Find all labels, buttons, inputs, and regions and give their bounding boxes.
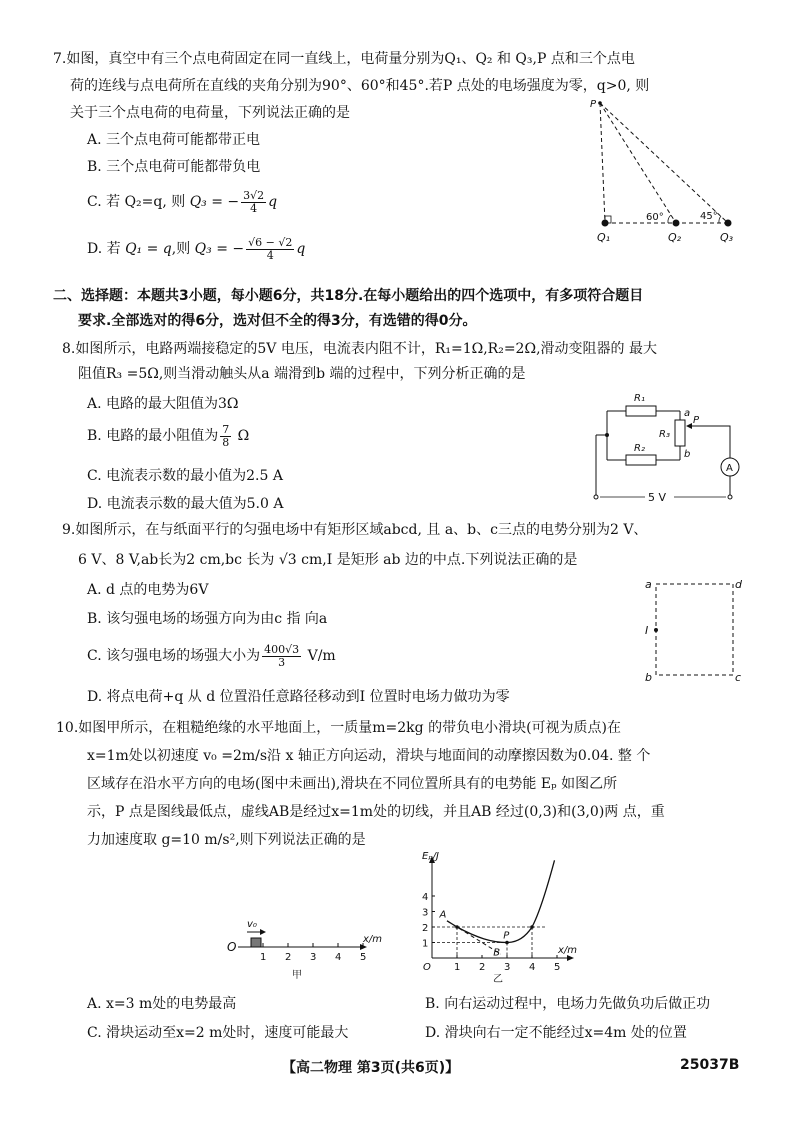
voltage-label: 5 V [648,491,667,504]
q9-line-2: 6 V、8 V,ab长为2 cm,bc 长为 √3 cm,I 是矩形 ab 边的中点.下列说法正确的是 [78,552,578,568]
q8-option-b-denominator: 8 [222,435,230,449]
resistor-r1 [626,406,656,416]
x-tick-label-1: 1 [454,962,461,973]
angle-45-label: 45° [700,211,718,222]
point-p-dot [598,101,602,105]
q10-line-3: 区域存在沿水平方向的电场(图中未画出),滑块在不同位置所具有的电势能 Eₚ 如图乙所 [87,776,618,792]
q9-option-c-suffix: V/m [303,648,336,665]
y-tick-label-3: 3 [422,907,429,919]
q7-option-d-denominator: 4 [266,248,274,262]
q8-option-b-prefix: B. 电路的最小阻值为 [87,428,219,445]
q8-line-1: 8.如图所示，电路两端接稳定的5V 电压，电流表内阻不计，R₁=1Ω,R₂=2Ω,滑动变阻器的 最大 [62,341,657,357]
tick-label-4: 4 [335,952,342,963]
q8-option-c: C. 电流表示数的最小值为2.5 A [87,468,283,484]
q8-line-2: 阻值R₃ =5Ω,则当滑动触头从a 端滑到b 端的过程中，下列分析正确的是 [78,366,526,382]
q9-option-c-numerator: 400√3 [264,643,300,656]
terminal-left [594,495,598,499]
q10-option-d: D. 滑块向右一定不能经过x=4m 处的位置 [425,1025,687,1041]
q7-line-2: 荷的连线与点电荷所在直线的夹角分别为90°、60°和45°.若P 点处的电场强度为零，q>0, 则 [70,78,650,94]
y-tick-label-4: 4 [422,892,429,903]
q7-option-d-fraction [246,237,294,261]
q10-line-5: 力加速度取 g=10 m/s²,则下列说法正确的是 [87,832,366,848]
x-axis-label: x/m [363,934,383,945]
q7-line-1: 7.如图，真空中有三个点电荷固定在同一直线上，电荷量分别为Q₁、Q₂ 和 Q₃,P 点和三个点电 [53,51,635,67]
q9-rectangle-diagram [640,575,745,685]
tick-group-jia [260,943,366,963]
q7-option-c-suffix: q [268,194,278,211]
point-b-label: B [493,947,501,959]
angle-45-arc [719,216,721,223]
point-p-label: P [590,99,597,110]
q8-option-b-suffix: Ω [233,428,250,445]
charge-q1-label: Q₁ [597,231,611,244]
corner-b-label: b [645,671,652,684]
q9-option-c-prefix: C. 该匀强电场的场强大小为 [87,648,261,665]
corner-a-label: a [645,578,652,591]
origin-label: O [227,940,237,954]
q7-option-d-condition: Q₁ = q [125,241,172,258]
rheostat-r3 [675,420,685,446]
q7-option-d-numerator: √6 − √2 [248,236,293,249]
q9-option-c-denominator: 3 [278,655,286,669]
section-2-line-1: 二、选择题：本题共3小题，每小题6分，共18分.在每小题给出的四个选项中，有多项符合题目 [53,288,644,304]
ticks-group [422,892,560,973]
q10-option-b: B. 向右运动过程中，电场力先做负功后做正功 [425,996,711,1012]
p-to-q3-line [600,103,728,223]
a-label: a [684,408,691,419]
corner-d-label: d [735,578,742,591]
b-label: b [684,449,691,460]
q10-figure-yi [400,850,585,985]
p-to-q1-line [600,103,605,223]
point-a-label: A [439,909,447,921]
charge-q2-label: Q₂ [668,231,682,244]
q7-option-d-prefix: D. 若 [87,241,126,258]
q8-option-d: D. 电流表示数的最大值为5.0 A [87,496,284,512]
q7-option-c [87,190,277,214]
q7-option-c-prefix: C. 若 Q₂=q, 则 [87,194,190,211]
q7-option-c-denominator: 4 [250,201,258,215]
terminal-right [728,495,732,499]
q7-option-c-numerator: 3√2 [243,189,265,202]
rectangle-abcd [656,584,733,675]
q7-option-d-lhs: Q₃ = − [194,241,245,258]
q7-charge-diagram [588,95,738,255]
caption-jia: 甲 [292,970,302,981]
q7-option-c-lhs: Q₃ = − [189,194,240,211]
q10-line-1: 10.如图甲所示，在粗糙绝缘的水平地面上，一质量m=2kg 的带负电小滑块(可视为质点)在 [56,720,621,736]
slider-arrow [686,423,692,429]
q10-option-a: A. x=3 m处的电势最高 [87,996,237,1012]
q7-option-c-fraction [241,190,266,214]
q9-option-c [87,644,336,668]
q9-option-c-fraction [262,644,301,668]
y-tick-label-1: 1 [422,938,429,950]
q10-figure-jia [200,915,383,985]
point-a-dot [455,925,459,929]
tick-label-1: 1 [260,952,267,963]
footer-page-info: 【高二物理 第3页(共6页)】 [282,1060,460,1076]
tick-label-5: 5 [360,952,367,963]
q7-line-3: 关于三个点电荷的电荷量，下列说法正确的是 [70,105,350,121]
charge-q3-dot [725,220,732,227]
r3-label: R₃ [659,429,670,440]
q10-line-4: 示，P 点是图线最低点，虚线AB是经过x=1m处的切线，并且AB 经过(0,3)和(3,0)两 点，重 [87,804,665,820]
x-tick-label-4: 4 [529,962,536,973]
q7-option-d-mid: ,则 [171,241,195,258]
ammeter-label: A [726,463,733,474]
v0-label: v₀ [247,919,257,930]
q8-option-a: A. 电路的最大阻值为3Ω [87,396,239,412]
charge-q1-dot [602,220,609,227]
potential-energy-curve [447,860,555,942]
midpoint-i-dot [654,628,658,632]
slider-block [251,938,261,947]
angle-60-arc [668,215,671,223]
q8-circuit-diagram [590,390,740,505]
footer-code: 25037B [680,1057,740,1073]
slider-contact-p [687,426,730,438]
q7-option-b: B. 三个点电荷可能都带负电 [87,159,261,175]
origin-label: O [423,962,431,973]
q10-option-c: C. 滑块运动至x=2 m处时，速度可能最大 [87,1025,349,1041]
x-axis-label: x/m [558,945,578,956]
q9-option-b: B. 该匀强电场的场强方向为由c 指 向a [87,611,328,627]
q7-option-a: A. 三个点电荷可能都带正电 [87,132,261,148]
x-tick-label-3: 3 [504,962,511,973]
section-2-line-2: 要求.全部选对的得6分，选对但不全的得3分，有选错的得0分。 [78,313,477,329]
q9-line-1: 9.如图所示，在与纸面平行的匀强电场中有矩形区域abcd, 且 a、b、c三点的电势分别为2 V、 [62,522,648,538]
midpoint-i-label: I [645,624,649,637]
q8-option-b-numerator: 7 [222,423,230,436]
q9-option-a: A. d 点的电势为6V [87,582,209,598]
q10-line-2: x=1m处以初速度 v₀ =2m/s沿 x 轴正方向运动，滑块与地面间的动摩擦因数为0.04. 整 个 [87,748,651,764]
q9-option-d: D. 将点电荷+q 从 d 位置沿任意路径移动到I 位置时电场力做功为零 [87,689,510,705]
y-axis-label: Eₚ/J [422,851,439,862]
angle-60-label: 60° [646,212,664,223]
y-tick-label-2: 2 [422,923,429,934]
resistor-r2 [626,455,656,465]
v0-arrow-head [260,929,266,935]
x-tick-label-5: 5 [554,962,561,973]
guides-group [432,927,547,958]
x-tick-label-2: 2 [479,962,486,973]
r2-label: R₂ [634,443,645,454]
corner-c-label: c [735,671,742,684]
point-p-label: P [503,930,510,942]
charge-q2-dot [673,220,680,227]
charge-q3-label: Q₃ [720,231,734,244]
r1-label: R₁ [634,393,645,404]
point-4-dot [530,925,534,929]
q8-option-b [87,424,249,448]
p-to-q2-line [600,103,676,223]
p-label: P [693,415,700,426]
tick-label-2: 2 [285,952,292,963]
q7-option-d [87,237,305,261]
q8-option-b-fraction [220,424,231,448]
junction-dot [605,433,609,437]
tick-label-3: 3 [310,952,317,963]
caption-yi: 乙 [493,974,503,985]
q7-option-d-suffix: q [296,241,306,258]
